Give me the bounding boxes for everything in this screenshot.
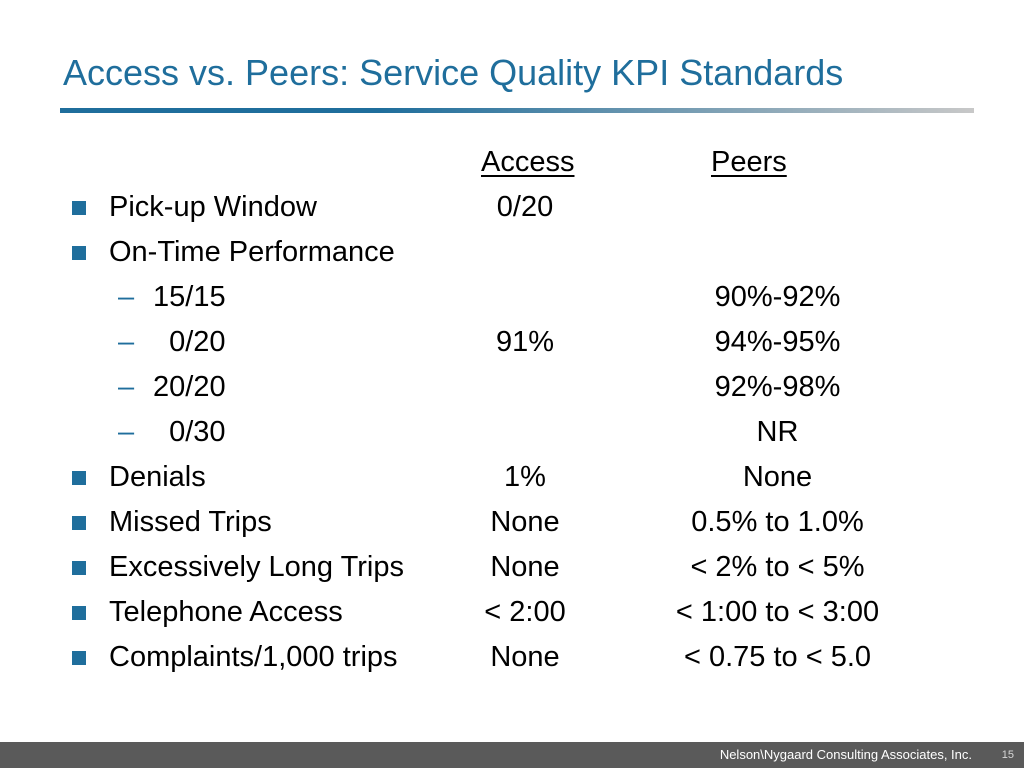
peers-column-header: Peers: [711, 146, 787, 178]
row-label: Denials: [109, 461, 206, 493]
access-value: None: [490, 551, 560, 583]
square-bullet-icon: [72, 246, 86, 260]
peers-value: NR: [756, 416, 799, 448]
square-bullet-icon: [72, 516, 86, 530]
access-value: < 2:00: [484, 596, 566, 628]
page-number: 15: [1001, 749, 1014, 761]
table-row: [0, 457, 1024, 497]
row-label: Excessively Long Trips: [109, 551, 404, 583]
square-bullet-icon: [72, 606, 86, 620]
row-label: On-Time Performance: [109, 236, 395, 268]
peers-value: None: [742, 461, 813, 493]
peers-value: < 1:00 to < 3:00: [675, 596, 880, 628]
peers-value: 92%-98%: [714, 371, 841, 403]
table-row: [0, 502, 1024, 542]
table-row: [0, 187, 1024, 227]
access-column-header: Access: [481, 146, 575, 178]
dash-bullet-icon: –: [118, 371, 135, 403]
row-label: 20/20: [153, 371, 226, 403]
table-row: [0, 367, 1024, 407]
square-bullet-icon: [72, 651, 86, 665]
square-bullet-icon: [72, 561, 86, 575]
row-label: Complaints/1,000 trips: [109, 641, 398, 673]
table-row: [0, 322, 1024, 362]
access-value: None: [490, 506, 560, 538]
peers-value: 90%-92%: [714, 281, 841, 313]
peers-value: < 0.75 to < 5.0: [683, 641, 872, 673]
row-label: Missed Trips: [109, 506, 272, 538]
row-label: Pick-up Window: [109, 191, 317, 223]
access-value: None: [490, 641, 560, 673]
row-label: 0/30: [153, 416, 226, 448]
row-label: 0/20: [153, 326, 226, 358]
peers-value: 0.5% to 1.0%: [691, 506, 864, 538]
access-value: 0/20: [496, 191, 554, 223]
dash-bullet-icon: –: [118, 326, 135, 358]
slide-title: Access vs. Peers: Service Quality KPI Standards: [63, 52, 844, 93]
access-value: 91%: [495, 326, 555, 358]
peers-value: < 2% to < 5%: [690, 551, 865, 583]
peers-value: 94%-95%: [714, 326, 841, 358]
dash-bullet-icon: –: [118, 281, 135, 313]
footer-credit: Nelson\Nygaard Consulting Associates, Inc.: [719, 747, 972, 762]
table-row: [0, 592, 1024, 632]
table-row: [0, 232, 1024, 272]
table-row: [0, 547, 1024, 587]
square-bullet-icon: [72, 471, 86, 485]
table-row: [0, 412, 1024, 452]
dash-bullet-icon: –: [118, 416, 135, 448]
title-divider: [60, 108, 974, 113]
row-label: 15/15: [153, 281, 226, 313]
access-value: 1%: [504, 461, 546, 493]
footer-bar: [0, 742, 1024, 768]
table-row: [0, 637, 1024, 677]
row-label: Telephone Access: [109, 596, 343, 628]
square-bullet-icon: [72, 201, 86, 215]
table-row: [0, 277, 1024, 317]
